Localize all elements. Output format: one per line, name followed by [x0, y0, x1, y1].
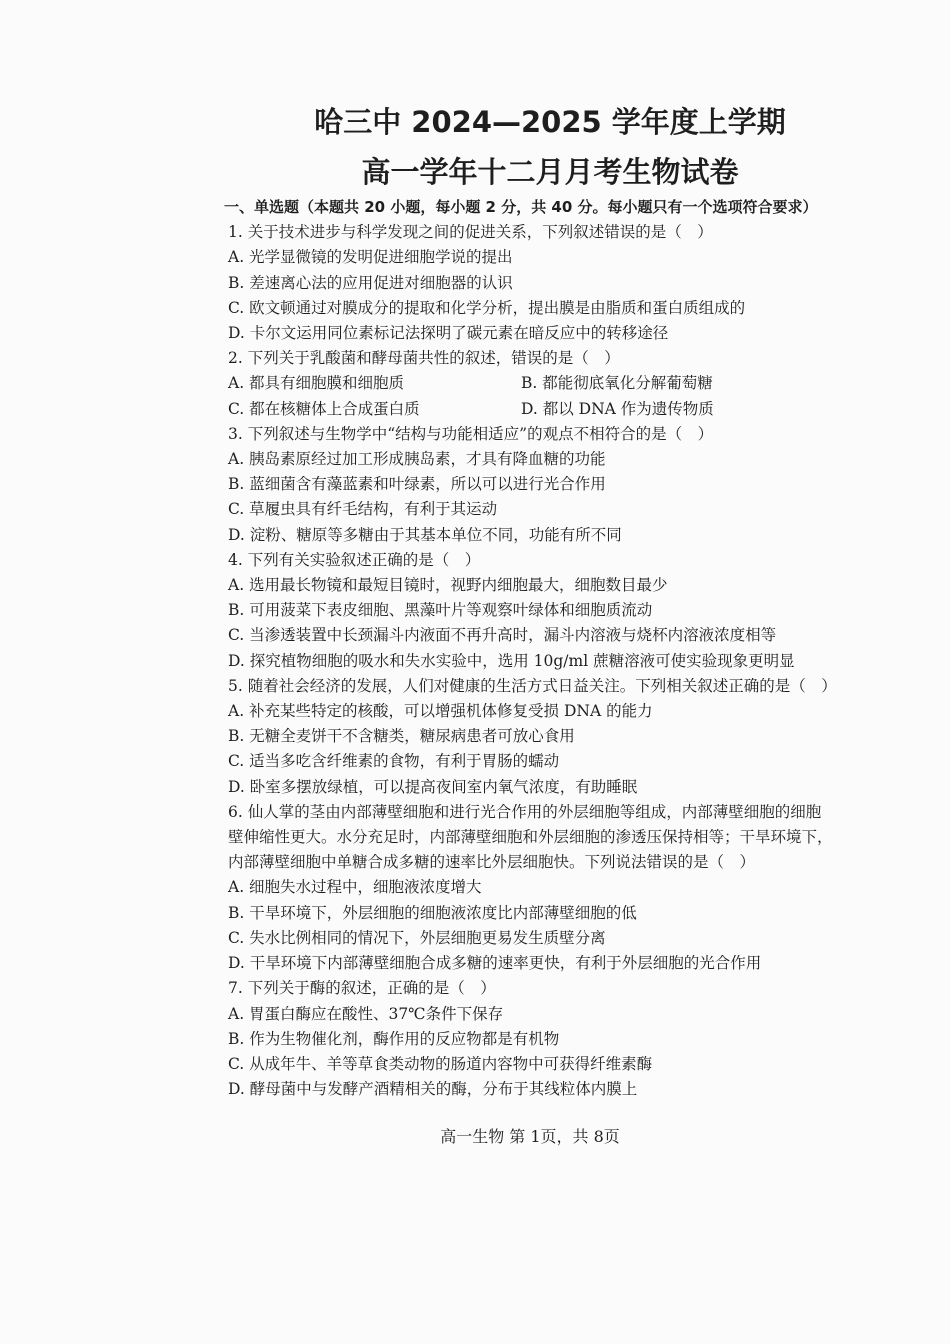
answer-option: C. 欧文顿通过对膜成分的提取和化学分析，提出膜是由脂质和蛋白质组成的 [228, 298, 746, 317]
option-row [228, 397, 868, 422]
answer-option: A. 都具有细胞膜和细胞质 [228, 374, 405, 393]
answer-option: B. 干旱环境下，外层细胞的细胞液浓度比内部薄壁细胞的低 [228, 903, 637, 922]
question-stem: 2. 下列关于乳酸菌和酵母菌共性的叙述，错误的是（ ） [228, 349, 620, 368]
option-row [228, 371, 868, 396]
question-stem: 5. 随着社会经济的发展，人们对健康的生活方式日益关注。下列相关叙述正确的是（ ） [228, 676, 837, 695]
answer-option: A. 选用最长物镜和最短目镜时，视野内细胞最大，细胞数目最少 [228, 576, 668, 595]
answer-option: A. 光学显微镜的发明促进细胞学说的提出 [228, 248, 513, 267]
exam-title-line2: 高一学年十二月月考生物试卷 [361, 155, 739, 189]
answer-option: C. 适当多吃含纤维素的食物，有利于胃肠的蠕动 [228, 752, 560, 771]
question-6 [228, 800, 868, 976]
answer-option: C. 都在核糖体上合成蛋白质 [228, 399, 420, 418]
answer-option: B. 差速离心法的应用促进对细胞器的认识 [228, 273, 513, 292]
exam-content [224, 195, 868, 1102]
question-stem: 1. 关于技术进步与科学发现之间的促进关系，下列叙述错误的是（ ） [228, 223, 713, 242]
question-stem: 7. 下列关于酶的叙述，正确的是（ ） [228, 979, 496, 998]
answer-option: C. 从成年牛、羊等草食类动物的肠道内容物中可获得纤维素酶 [228, 1054, 653, 1073]
question-1 [228, 220, 868, 346]
answer-option: D. 酵母菌中与发酵产酒精相关的酶，分布于其线粒体内膜上 [228, 1080, 638, 1099]
answer-option: A. 胃蛋白酶应在酸性、37℃条件下保存 [228, 1004, 504, 1023]
question-stem: 4. 下列有关实验叙述正确的是（ ） [228, 550, 481, 569]
question-2 [228, 346, 868, 422]
answer-option: C. 草履虫具有纤毛结构，有利于其运动 [228, 500, 498, 519]
answer-option: D. 都以 DNA 作为遗传物质 [521, 399, 714, 418]
answer-option: C. 失水比例相同的情况下，外层细胞更易发生质壁分离 [228, 928, 606, 947]
answer-option: B. 作为生物催化剂，酶作用的反应物都是有机物 [228, 1029, 560, 1048]
question-list [228, 220, 868, 1102]
question-stem: 内部薄壁细胞中单糖合成多糖的速率比外层细胞快。下列说法错误的是（ ） [228, 853, 756, 872]
answer-option: D. 卡尔文运用同位素标记法探明了碳元素在暗反应中的转移途径 [228, 324, 669, 343]
answer-option: B. 都能彻底氧化分解葡萄糖 [521, 374, 713, 393]
answer-option: B. 蓝细菌含有藻蓝素和叶绿素，所以可以进行光合作用 [228, 475, 606, 494]
question-5 [228, 674, 868, 800]
question-4 [228, 548, 868, 674]
question-3 [228, 422, 868, 548]
question-7 [228, 976, 868, 1102]
answer-option: D. 淀粉、糖原等多糖由于其基本单位不同，功能有所不同 [228, 525, 622, 544]
answer-option: D. 探究植物细胞的吸水和失水实验中，选用 10g/ml 蔗糖溶液可使实验现象更明显 [228, 651, 795, 670]
answer-option: D. 干旱环境下内部薄壁细胞合成多糖的速率更快，有利于外层细胞的光合作用 [228, 954, 762, 973]
question-stem: 6. 仙人掌的茎由内部薄壁细胞和进行光合作用的外层细胞等组成，内部薄壁细胞的细胞 [228, 802, 822, 821]
page-footer: 高一生物 第 1页，共 8页 [440, 1127, 620, 1146]
question-stem: 壁伸缩性更大。水分充足时，内部薄壁细胞和外层细胞的渗透压保持相等；干旱环境下， [228, 828, 833, 847]
exam-title-line1: 哈三中 2024—2025 学年度上学期 [314, 105, 786, 139]
answer-option: A. 细胞失水过程中，细胞液浓度增大 [228, 878, 482, 897]
answer-option: A. 胰岛素原经过加工形成胰岛素，才具有降血糖的功能 [228, 450, 606, 469]
answer-option: B. 无糖全麦饼干不含糖类，糖尿病患者可放心食用 [228, 727, 575, 746]
answer-option: B. 可用菠菜下表皮细胞、黑藻叶片等观察叶绿体和细胞质流动 [228, 601, 653, 620]
question-stem: 3. 下列叙述与生物学中“结构与功能相适应”的观点不相符合的是（ ） [228, 424, 714, 443]
answer-option: D. 卧室多摆放绿植，可以提高夜间室内氧气浓度，有助睡眠 [228, 777, 638, 796]
answer-option: C. 当渗透装置中长颈漏斗内液面不再升高时，漏斗内溶液与烧杯内溶液浓度相等 [228, 626, 777, 645]
answer-option: A. 补充某些特定的核酸，可以增强机体修复受损 DNA 的能力 [228, 702, 653, 721]
section-heading: 一、单选题（本题共 20 小题，每小题 2 分，共 40 分。每小题只有一个选项符合要求） [224, 198, 818, 216]
